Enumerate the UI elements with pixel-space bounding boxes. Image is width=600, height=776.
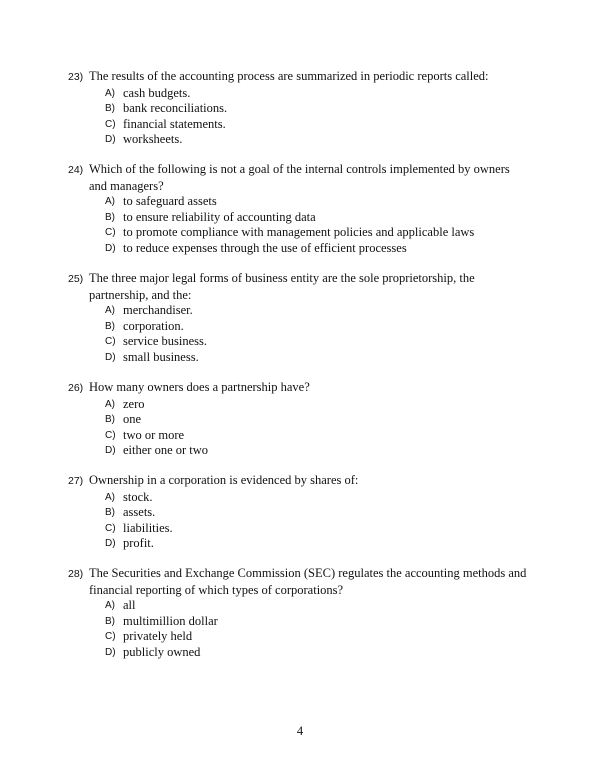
option-letter: B) xyxy=(105,507,115,519)
answer-options xyxy=(68,303,528,365)
option-d xyxy=(68,132,528,148)
answer-options xyxy=(68,490,528,552)
option-letter: A) xyxy=(105,196,115,208)
option-b xyxy=(68,319,528,335)
option-c xyxy=(68,428,528,444)
option-text: either one or two xyxy=(123,443,209,458)
option-letter: D) xyxy=(105,351,116,363)
question-stem xyxy=(68,69,528,86)
option-c xyxy=(68,225,528,241)
option-letter: B) xyxy=(105,615,115,627)
option-a xyxy=(68,598,528,614)
question-stem xyxy=(68,566,528,598)
answer-options xyxy=(68,194,528,256)
answer-options xyxy=(68,397,528,459)
option-letter: A) xyxy=(105,600,115,612)
question-number: 23) xyxy=(68,71,84,83)
option-text: cash budgets. xyxy=(123,85,191,100)
question-text: The results of the accounting process are summarized in periodic reports called: xyxy=(89,69,489,83)
question-28 xyxy=(68,566,528,661)
option-text: bank reconciliations. xyxy=(123,101,228,116)
option-letter: C) xyxy=(105,336,116,348)
option-d xyxy=(68,443,528,459)
option-letter: C) xyxy=(105,429,116,441)
option-d xyxy=(68,645,528,661)
option-text: merchandiser. xyxy=(123,303,193,318)
option-text: multimillion dollar xyxy=(123,613,218,628)
option-text: publicly owned xyxy=(123,644,201,659)
question-27 xyxy=(68,473,528,552)
question-number: 25) xyxy=(68,273,84,285)
option-letter: B) xyxy=(105,320,115,332)
option-b xyxy=(68,614,528,630)
option-d xyxy=(68,241,528,257)
option-a xyxy=(68,86,528,102)
option-c xyxy=(68,629,528,645)
option-text: liabilities. xyxy=(123,520,173,535)
question-23 xyxy=(68,69,528,148)
option-letter: C) xyxy=(105,227,116,239)
option-text: financial statements. xyxy=(123,116,226,131)
option-letter: D) xyxy=(105,538,116,550)
option-c xyxy=(68,521,528,537)
option-a xyxy=(68,303,528,319)
option-text: to safeguard assets xyxy=(123,194,217,209)
option-d xyxy=(68,350,528,366)
option-letter: D) xyxy=(105,242,116,254)
option-b xyxy=(68,505,528,521)
option-letter: B) xyxy=(105,103,115,115)
question-text: Which of the following is not a goal of the internal controls implemented by owners and managers? xyxy=(89,162,510,193)
option-text: worksheets. xyxy=(123,132,183,147)
option-letter: A) xyxy=(105,87,115,99)
answer-options xyxy=(68,598,528,660)
option-letter: A) xyxy=(105,305,115,317)
question-25 xyxy=(68,271,528,366)
question-stem xyxy=(68,380,528,397)
page-number: 4 xyxy=(296,724,304,738)
option-text: privately held xyxy=(123,629,193,644)
option-letter: D) xyxy=(105,134,116,146)
option-a xyxy=(68,490,528,506)
question-number: 26) xyxy=(68,382,84,394)
option-letter: D) xyxy=(105,646,116,658)
question-stem xyxy=(68,473,528,490)
option-text: small business. xyxy=(123,349,199,364)
option-letter: B) xyxy=(105,211,115,223)
option-text: zero xyxy=(123,396,145,411)
question-26 xyxy=(68,380,528,459)
option-letter: A) xyxy=(105,491,115,503)
option-letter: A) xyxy=(105,398,115,410)
option-c xyxy=(68,117,528,133)
option-text: to ensure reliability of accounting data xyxy=(123,209,316,224)
question-stem xyxy=(68,271,528,303)
option-letter: B) xyxy=(105,414,115,426)
option-text: stock. xyxy=(123,489,153,504)
question-text: The three major legal forms of business entity are the sole proprietorship, the partnership, and the: xyxy=(89,271,475,302)
option-letter: D) xyxy=(105,445,116,457)
option-b xyxy=(68,412,528,428)
question-text: How many owners does a partnership have? xyxy=(89,380,310,394)
option-letter: C) xyxy=(105,118,116,130)
question-text: Ownership in a corporation is evidenced by shares of: xyxy=(89,473,359,487)
option-text: assets. xyxy=(123,505,156,520)
answer-options xyxy=(68,86,528,148)
option-d xyxy=(68,536,528,552)
option-letter: C) xyxy=(105,631,116,643)
option-text: to reduce expenses through the use of efficient processes xyxy=(123,240,407,255)
question-number: 27) xyxy=(68,475,84,487)
option-b xyxy=(68,101,528,117)
option-text: two or more xyxy=(123,427,185,442)
option-text: corporation. xyxy=(123,318,184,333)
option-b xyxy=(68,210,528,226)
question-24 xyxy=(68,162,528,257)
option-text: to promote compliance with management policies and applicable laws xyxy=(123,225,475,240)
option-text: all xyxy=(123,598,136,613)
option-a xyxy=(68,194,528,210)
option-text: service business. xyxy=(123,334,208,349)
question-number: 24) xyxy=(68,164,84,176)
question-text: The Securities and Exchange Commission (SEC) regulates the accounting methods and financial reporting of which types of corporations? xyxy=(89,566,527,597)
option-letter: C) xyxy=(105,522,116,534)
option-c xyxy=(68,334,528,350)
option-text: profit. xyxy=(123,536,154,551)
question-number: 28) xyxy=(68,568,84,580)
question-stem xyxy=(68,162,528,194)
option-a xyxy=(68,397,528,413)
option-text: one xyxy=(123,412,142,427)
